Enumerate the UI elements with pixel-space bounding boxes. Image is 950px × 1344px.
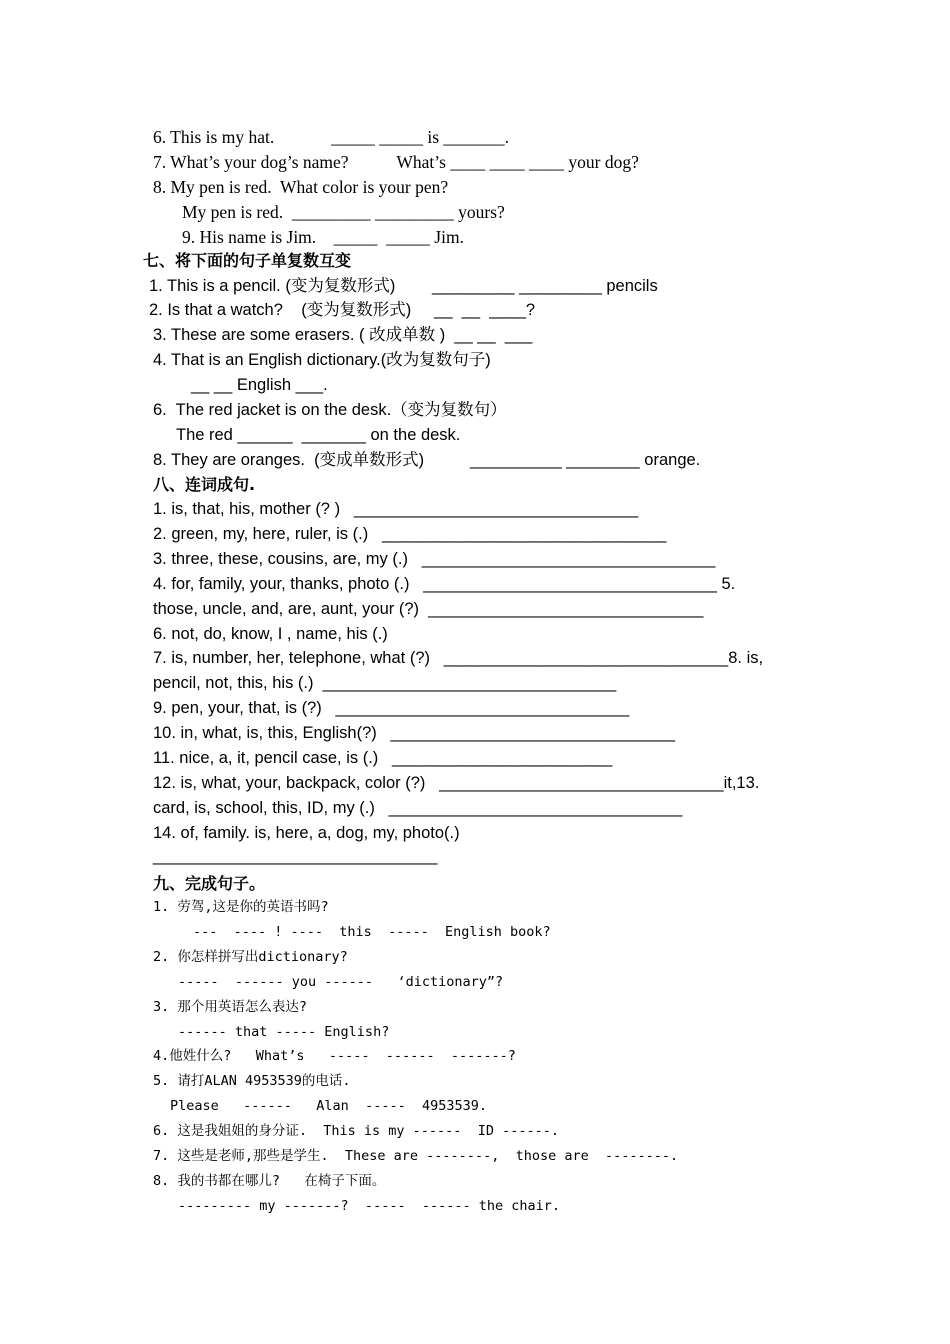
s8-item-6: 6. not, do, know, I , name, his (.) (153, 625, 388, 643)
s7-item-8: 8. They are oranges. (变成单数形式) __________ ________ orange. (153, 451, 701, 469)
s9-item-5: 5. 请打ALAN 4953539的电话. (153, 1073, 351, 1089)
exercise-8: 8. My pen is red. What color is your pen? (153, 177, 449, 197)
s9-item-7: 7. 这些是老师,那些是学生. These are --------, those are --------. (153, 1148, 679, 1164)
s9-item-2: 2. 你怎样拼写出dictionary? (153, 949, 348, 965)
s8-item-9: 9. pen, your, that, is (?) ________________________________ (153, 699, 630, 717)
s7-item-6-answer: The red ______ _______ on the desk. (176, 426, 461, 444)
exercise-6: 6. This is my hat. _____ _____ is _______. (153, 127, 510, 147)
s8-item-3: 3. three, these, cousins, are, my (.) ________________________________ (153, 550, 716, 568)
section-8-heading: 八、连词成句. (153, 475, 256, 494)
exercise-9: 9. His name is Jim. _____ _____ Jim. (182, 227, 464, 247)
s7-item-1: 1. This is a pencil. (变为复数形式) _________ _________ pencils (149, 277, 658, 295)
section-7-heading: 七、将下面的句子单复数互变 (143, 251, 352, 270)
s9-item-6: 6. 这是我姐姐的身分证. This is my ------ ID ------. (153, 1123, 559, 1139)
s8-item-5: those, uncle, and, are, aunt, your (?) ______________________________ (153, 600, 704, 618)
s8-item-2: 2. green, my, here, ruler, is (.) _______________________________ (153, 525, 667, 543)
section-9-heading: 九、完成句子。 (153, 874, 266, 893)
s7-item-6: 6. The red jacket is on the desk.（变为复数句） (153, 401, 507, 419)
s7-item-2: 2. Is that a watch? (变为复数形式) __ __ ____? (149, 301, 536, 319)
s8-item-10: 10. in, what, is, this, English(?) _______________________________ (153, 724, 675, 742)
s9-item-5-answer: Please ------ Alan ----- 4953539. (170, 1098, 487, 1114)
s8-item-14: 14. of, family. is, here, a, dog, my, photo(.) (153, 824, 460, 842)
s8-item-7: 7. is, number, her, telephone, what (?) _______________________________8. is, (153, 649, 764, 667)
s9-item-2-answer: ----- ------ you ------ ‘dictionary”? (178, 974, 504, 990)
s9-item-4: 4.他姓什么? What’s ----- ------ -------? (153, 1048, 516, 1064)
s9-item-8: 8. 我的书都在哪儿? 在椅子下面。 (153, 1173, 386, 1189)
s8-item-13: card, is, school, this, ID, my (.) ________________________________ (153, 799, 683, 817)
exercise-8-answer: My pen is red. _________ _________ yours? (182, 202, 505, 222)
s9-item-3-answer: ------ that ----- English? (178, 1024, 390, 1040)
s7-item-4: 4. That is an English dictionary.(改为复数句子) (153, 351, 491, 369)
s8-item-1: 1. is, that, his, mother (? ) _______________________________ (153, 500, 639, 518)
s9-item-1-answer: --- ---- ! ---- this ----- English book? (193, 924, 551, 940)
s8-item-8: pencil, not, this, his (.) ________________________________ (153, 674, 617, 692)
s9-item-1: 1. 劳驾,这是你的英语书吗? (153, 899, 329, 915)
exercise-7: 7. What’s your dog’s name? What’s ____ ____ ____ your dog? (153, 152, 639, 172)
s7-item-3: 3. These are some erasers. ( 改成单数 ) __ __ ___ (153, 326, 533, 344)
s9-item-8-answer: --------- my -------? ----- ------ the chair. (178, 1198, 561, 1214)
s8-item-14-answer: _______________________________ (153, 847, 438, 865)
s9-item-3: 3. 那个用英语怎么表达? (153, 999, 308, 1015)
s8-item-12: 12. is, what, your, backpack, color (?) _______________________________it,13. (153, 774, 760, 792)
s8-item-4: 4. for, family, your, thanks, photo (.) ________________________________ 5. (153, 575, 736, 593)
s7-item-4-answer: __ __ English ___. (191, 376, 328, 394)
s8-item-11: 11. nice, a, it, pencil case, is (.) ________________________ (153, 749, 613, 767)
